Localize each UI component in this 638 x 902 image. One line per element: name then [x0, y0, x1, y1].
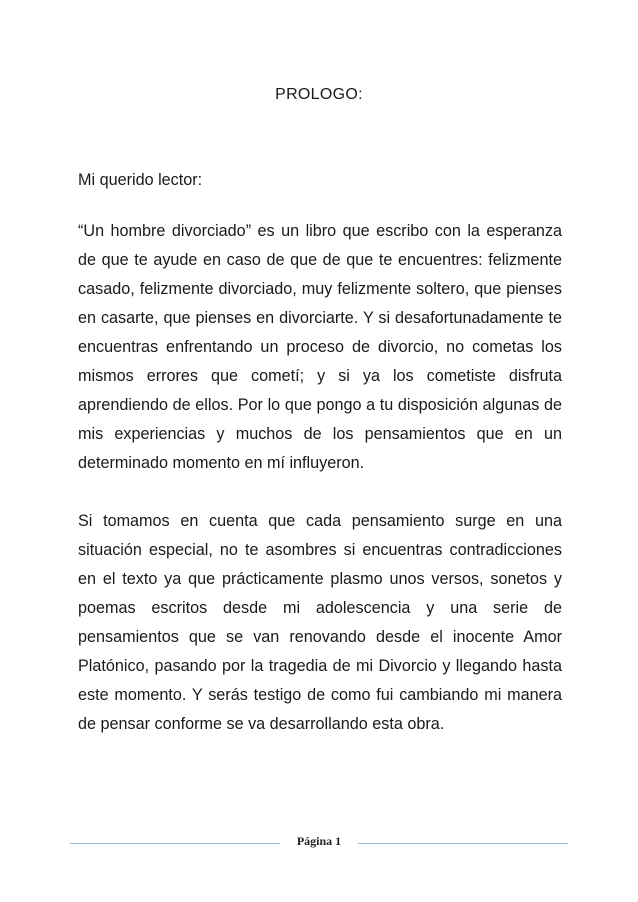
page-number: Página 1: [296, 834, 342, 848]
page-footer: [70, 829, 568, 857]
greeting: Mi querido lector:: [78, 171, 203, 189]
paragraph-1: “Un hombre divorciado” es un libro que escribo con la esperanza de que te ayude en caso de que de que te encuentres: felizmente casado, felizmente divorciado, muy felizmente soltero, que pienses en casarte, que pienses en divorciarte. Y si desafortunadamente te encuentras enfrentando un proceso de divorcio, no cometas los mismos errores que cometí; y si ya los cometiste disfruta aprendiendo de ellos. Por lo que pongo a tu disposición algunas de mis experiencias y muchos de los pensamientos que en un determinado momento en mí influyeron.: [78, 222, 562, 472]
paragraph-2: Si tomamos en cuenta que cada pensamiento surge en una situación especial, no te asombres si encuentras contradicciones en el texto ya que prácticamente plasmo unos versos, sonetos y poemas escritos desde mi adolescencia y una serie de pensamientos que se van renovando desde el inocente Amor Platónico, pasando por la tragedia de mi Divorcio y llegando hasta este momento. Y serás testigo de como fui cambiando mi manera de pensar conforme se va desarrollando esta obra.: [78, 512, 562, 733]
footer-rule-right: [358, 843, 568, 844]
document-body: [78, 166, 562, 768]
page-title: PROLOGO:: [275, 86, 363, 103]
